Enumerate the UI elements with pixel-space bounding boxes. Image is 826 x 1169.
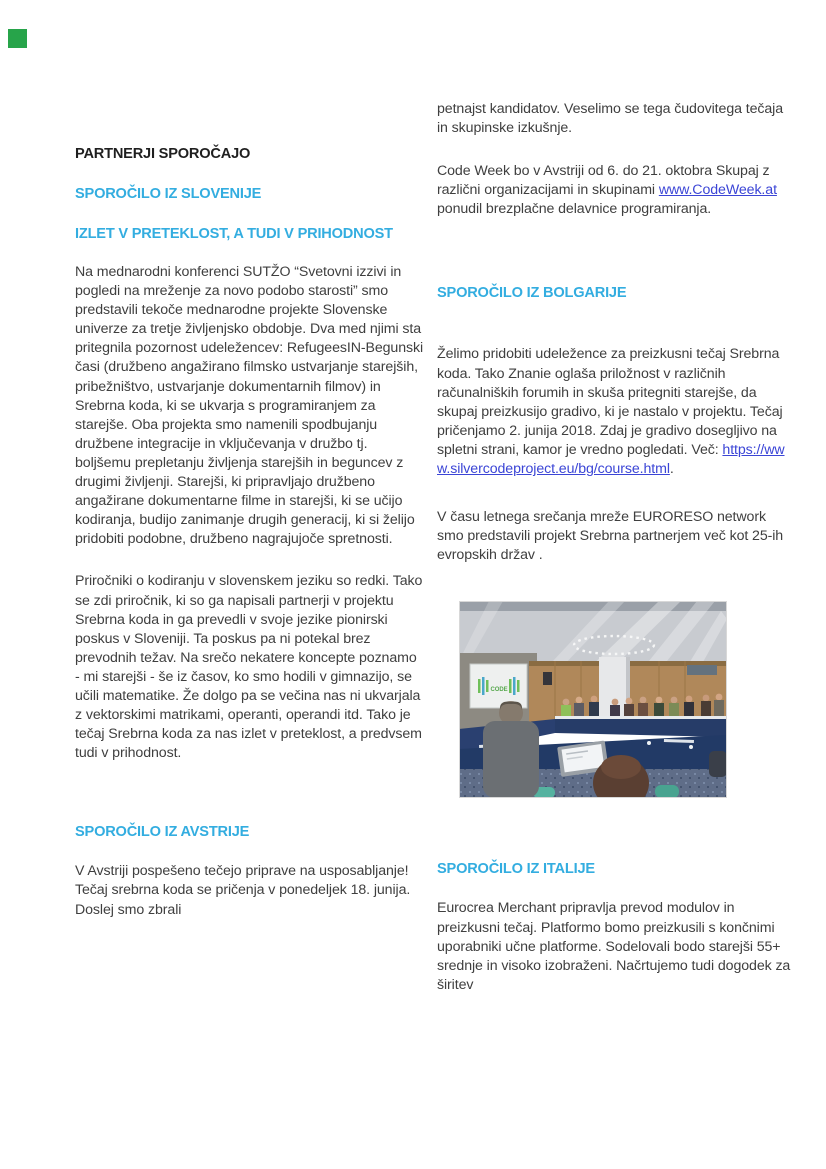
section-title: PARTNERJI SPOROČAJO [75, 146, 251, 162]
heading-slovenia: SPOROČILO IZ SLOVENIJE [75, 186, 262, 202]
heading-slovenia-subtitle: IZLET V PRETEKLOST, A TUDI V PRIHODNOST [75, 226, 393, 242]
bulgaria-paragraph [437, 345, 793, 479]
heading-austria: SPOROČILO IZ AVSTRIJE [75, 824, 250, 841]
codeweek-text-after: ponudil brezplačne delavnice programiranja. [437, 201, 712, 218]
right-column [437, 100, 793, 995]
bulgaria-text-after: . [669, 461, 674, 478]
silvercode-course-link[interactable]: https://www.silvercodeproject.eu/bg/course.html [437, 441, 785, 478]
svg-text:CODE: CODE [490, 687, 508, 694]
heading-italy: SPOROČILO IZ ITALIJE [437, 861, 595, 878]
austria-paragraph-continued: petnajst kandidatov. Veselimo se tega čudovitega tečaja in skupinske izkušnje. [437, 101, 783, 137]
austria-paragraph: V Avstriji pospešeno tečejo priprave na usposabljanje! Tečaj srebrna koda se pričenja v ponedeljek 18. junija. Doslej smo zbrali [75, 863, 411, 918]
bulgaria-text-before: Želimo pridobiti udeležence za preizkusni tečaj Srebrna koda. Tako Znanie oglaša priložnost v različnih računalniških forumih in skuša pritegniti starejše, da skupaj preizkusijo gradivo, ki je nastalo v projektu. Tečaj pričenjamo 2. junija 2018. Zdaj je gradivo dosegljivo na spletni strani, kamor je vredno pogledati. Več: [437, 346, 783, 458]
conference-photo [459, 601, 727, 798]
conference-photo-image [459, 601, 727, 798]
slovenia-paragraph-1: Na mednarodni konferenci SUTŽO “Svetovni izzivi in pogledi na mreženje za novo podobo starosti” smo predstavili tekoče mednarodne projekte Slovenske univerze za tretje življenjsko obdobje. Dva med njimi sta pritegnila pozornost udeležencev: RefugeesIN-Begunski časi (družbeno angažirano filmsko ustvarjanje starejših, pribežništvo, ustvarjanje dokumentarnih filmov) in Srebrna koda, ki se ukvarja s programiranjem za starejše. Oba projekta smo namenili spodbujanju družbene integracije in vključevanja v družbo tj. boljšemu prepletanju življenja starejših in beguncev z drugimi življenji. Starejši, ki pripravljajo družbeno angažirane dokumentarne filme in starejši, ki se učijo kodiranja, budijo zanimanje drugih generacij, ki si želijo pridobiti podobne, družbeno nagrajujoče spretnosti. [75, 264, 424, 548]
codeweek-paragraph [437, 162, 793, 219]
codeweek-text-before: Code Week bo v Avstriji od 6. do 21. oktobra Skupaj z različni organizacijami in skupinami [437, 163, 770, 199]
slovenia-paragraph-2: Priročniki o kodiranju v slovenskem jeziku so redki. Tako se zdi priročnik, ki so ga napisali partnerji v projektu Srebrna koda in ga prevedli v svoje jezike pionirski poskus v Sloveniji. Ta poskus pa ni potekal brez prevodnih težav. Na srečo nekatere koncepte poznamo - mi starejši - še iz časov, ko smo hodili v gimnazijo, se učili matematike. Že dolgo pa se večina nas ni ukvarjala z vektorskimi matrikami, operanti, operandi itd. Tako je tečaj Srebrna koda za nas izlet v preteklost, a predvsem tudi v prihodnost. [75, 573, 423, 762]
codeweek-link[interactable]: www.CodeWeek.at [658, 182, 777, 199]
heading-bulgaria: SPOROČILO IZ BOLGARIJE [437, 285, 627, 302]
italy-paragraph: Eurocrea Merchant pripravlja prevod modulov in preizkusni tečaj. Platformo bomo preizkusili s končnimi uporabniki učne platforme. Sodelovali bodo starejši 55+ srednje in visoko izobraženi. Načrtujemo tudi dogodek za širitev [437, 900, 791, 993]
green-logo-square [8, 29, 27, 48]
left-column [75, 145, 425, 920]
euroreso-paragraph: V času letnega srečanja mreže EURORESO network smo predstavili projekt Srebrna partnerjem več kot 25-ih evropskih držav . [437, 509, 784, 564]
